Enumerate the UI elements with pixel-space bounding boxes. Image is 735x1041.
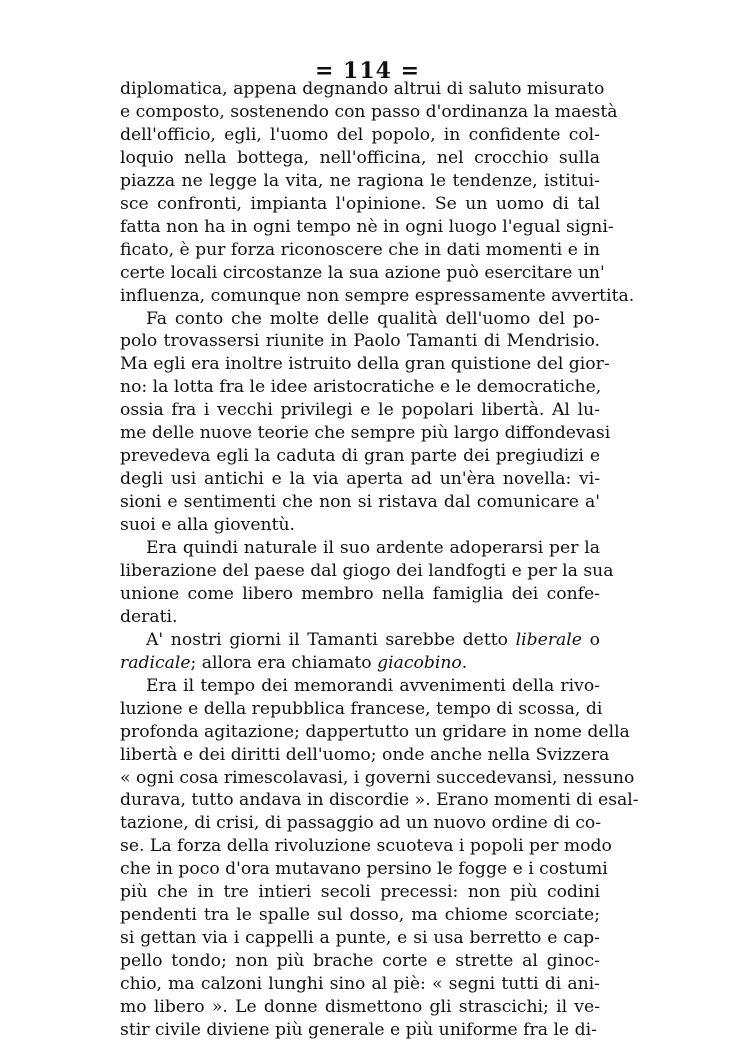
text-run: loquio nella bottega, nell'officina, nel crocchio sulla [120,147,600,168]
text-run: ossia fra i vecchi privilegi e le popolari libertà. Al lu- [120,400,600,421]
text-run: se. La forza della rivoluzione scuoteva i popoli per modo [120,836,612,857]
text-run: Era quindi naturale il suo ardente adoperarsi per la [146,538,600,558]
text-run: prevedeva egli la caduta di gran parte dei pregiudizi e [120,446,600,467]
text-run: ; allora era chiamato [190,652,378,673]
text-run: luzione e della repubblica francese, tempo di scossa, di [120,698,603,719]
text-run: o [581,629,601,650]
text-run: Ma egli era inoltre istruito della gran quistione del gior- [120,354,610,375]
text-line [120,147,600,169]
text-run: no: la lotta fra le idee aristocratiche e le democratiche, [120,377,602,398]
text-run: pendenti tra le spalle sul dosso, ma chiome scorciate; [120,905,600,926]
text-line [120,835,612,857]
text-line [120,101,618,123]
text-line [146,537,600,559]
text-line [120,881,600,903]
text-line [120,262,605,284]
text-run: libertà e dei diritti dell'uomo; onde anche nella Svizzera [120,744,610,765]
text-run: A' nostri giorni il Tamanti sarebbe detto [146,629,516,650]
text-run: dell'officio, egli, l'uomo del popolo, in confidente col- [120,124,600,145]
text-run: sce confronti, impianta l'opinione. Se un uomo di tal [120,193,600,214]
text-line [120,285,635,307]
text-run: me delle nuove teorie che sempre più largo diffondevasi [120,423,611,444]
text-line [120,721,630,743]
text-line [120,996,600,1018]
text-run: Era il tempo dei memorandi avvenimenti della rivo- [146,675,600,696]
text-run: degli usi antichi e la via aperta ad un'èra novella: vi- [120,469,600,490]
text-run: . [461,652,468,673]
text-line [120,789,639,811]
text-line [146,675,600,697]
text-run: stir civile diviene più generale e più uniforme fra le di- [120,1019,597,1040]
text-run: e composto, sostenendo con passo d'ordinanza la maestà [120,102,618,122]
text-run: influenza, comunque non sempre espressamente avvertita. [120,285,635,306]
text-run: suoi e alla gioventù. [120,515,296,535]
text-run: diplomatica, appena degnando altrui di saluto misurato [120,79,605,99]
page-number: = 114 = [314,58,421,84]
text-run: certe locali circostanze la sua azione può esercitare un' [120,262,605,283]
text-run: polo trovassersi riunite in Paolo Tamanti di Mendrisio. [120,331,600,352]
text-line [146,308,600,330]
text-run: unione come libero membro nella famiglia dei confe- [120,583,600,604]
text-run: derati. [120,606,178,627]
text-line [120,445,600,467]
text-run: fatta non ha in ogni tempo nè in ogni luogo l'egual signi- [120,216,614,237]
text-line [120,767,635,789]
text-run: « ogni cosa rimescolavasi, i governi succedevansi, nessuno [120,767,635,788]
italic-text: radicale [120,652,191,673]
italic-text: giacobino [377,652,462,673]
text-line [120,698,603,720]
text-run: tazione, di crisi, di passaggio ad un nuovo ordine di co- [120,813,602,834]
text-line [120,927,600,949]
text-run: ficato, è pur forza riconoscere che in dati momenti e in [120,239,600,260]
text-run: pello tondo; non più brache corte e strette al ginoc- [120,951,600,972]
text-line [120,468,600,490]
text-line [120,422,611,444]
text-line [120,560,614,582]
text-line [120,170,600,192]
text-run: piazza ne legge la vita, ne ragiona le tendenze, istitui- [120,170,600,191]
text-line [146,629,600,651]
text-run: più che in tre intieri secoli precessi: non più codini [120,882,600,903]
text-line [120,606,600,628]
text-run: sioni e sentimenti che non si ristava dal comunicare a' [120,492,600,513]
text-run: durava, tutto andava in discordie ». Erano momenti di esal- [120,790,639,811]
text-line [120,216,614,238]
text-line [120,399,600,421]
text-line [120,1019,600,1041]
text-run: si gettan via i cappelli a punte, e si usa berretto e cap- [120,928,600,949]
text-line [120,124,600,146]
text-line [120,583,600,605]
text-run: profonda agitazione; dappertutto un gridare in nome della [120,721,630,742]
text-line [120,193,600,215]
text-line [120,353,610,375]
text-line [120,950,600,972]
text-line [120,330,600,352]
text-run: mo libero ». Le donne dismettono gli strascichi; il ve- [120,997,600,1017]
text-line [120,652,600,674]
text-line [120,491,600,513]
text-line [120,973,600,995]
text-line [120,744,610,766]
text-line [120,858,608,880]
text-line [120,78,605,100]
text-line [120,904,600,926]
text-run: chio, ma calzoni lunghi sino al piè: « segni tutti di ani- [120,974,600,994]
text-run: che in poco d'ora mutavano persino le fogge e i costumi [120,859,608,880]
text-line [120,514,600,536]
text-run: liberazione del paese dal giogo dei landfogti e per la sua [120,561,614,581]
text-line [120,239,600,261]
text-line [120,376,600,398]
italic-text: liberale [515,629,582,650]
text-line [120,812,600,834]
text-run: Fa conto che molte delle qualità dell'uomo del po- [146,308,600,329]
